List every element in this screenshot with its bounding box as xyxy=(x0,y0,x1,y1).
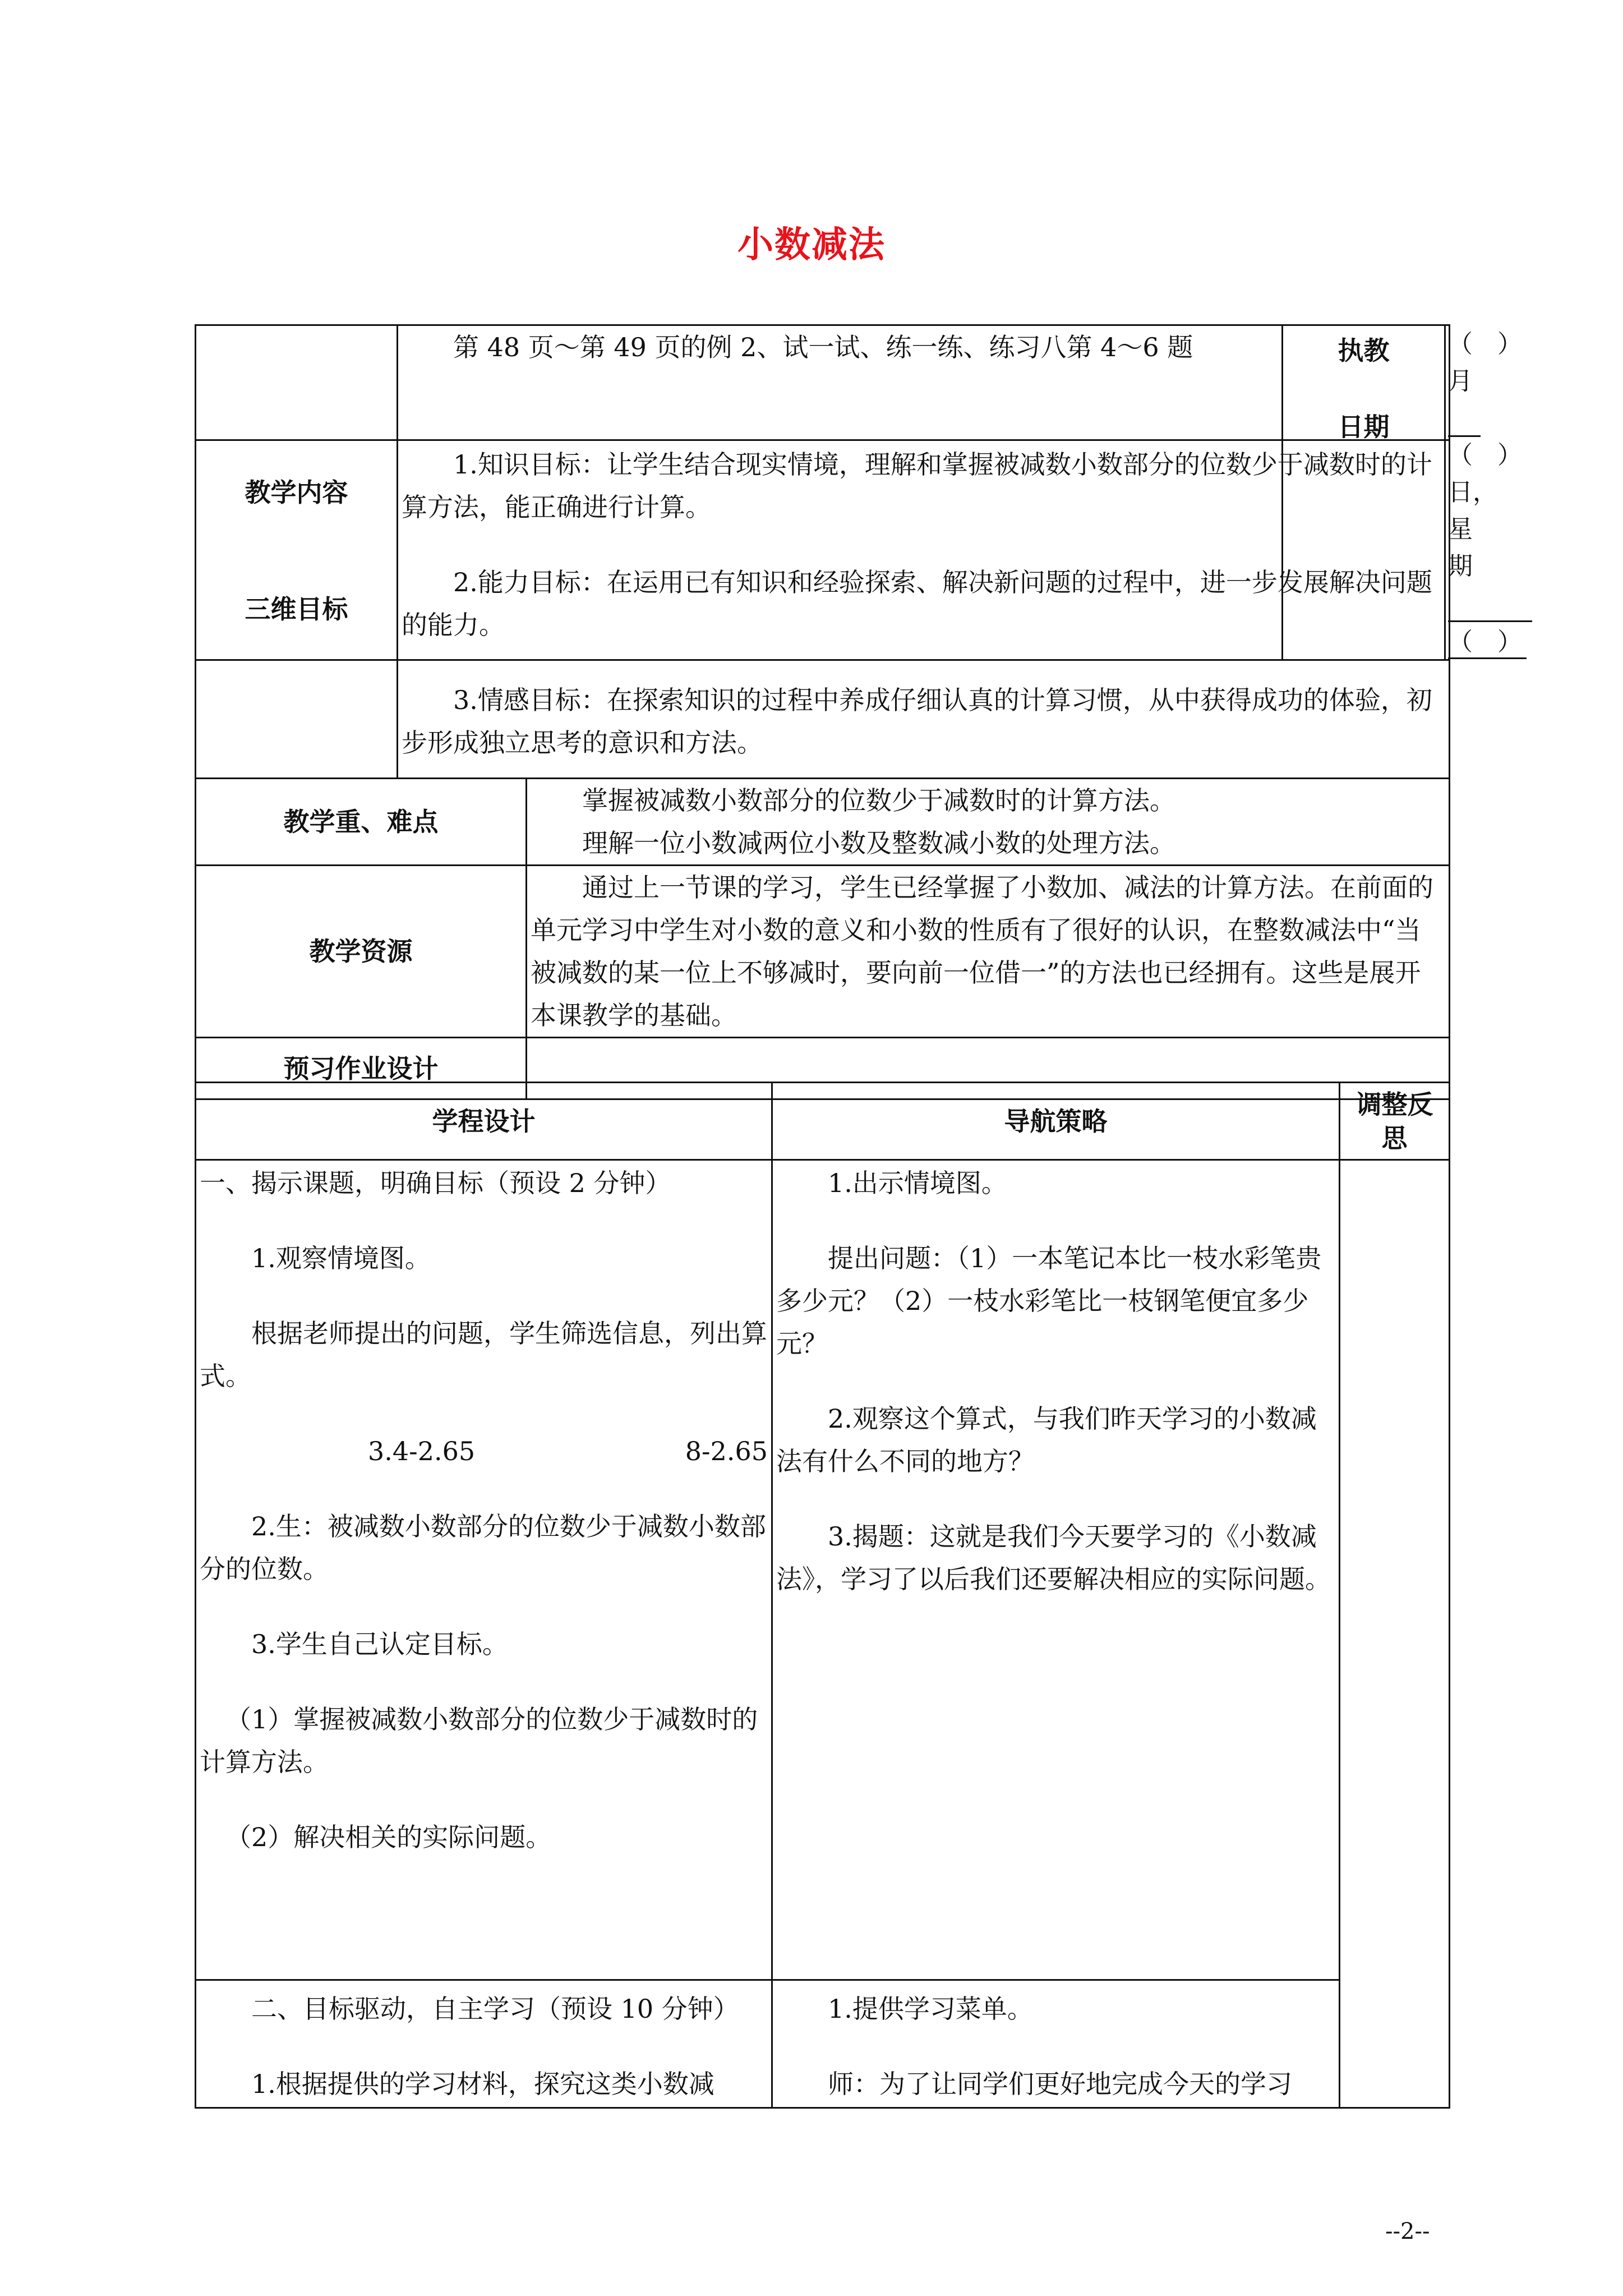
resources-cell xyxy=(527,866,1450,1038)
section2-p1: 1.根据提供的学习材料，探究这类小数减 xyxy=(251,2069,714,2099)
key-points-cell xyxy=(527,779,1450,866)
section1-p5: （1）掌握被减数小数部分的位数少于减数时的计算方法。 xyxy=(200,1704,758,1777)
resources-label: 教学资源 xyxy=(196,866,527,1038)
goal-knowledge: 1.知识目标：让学生结合现实情境，理解和掌握被减数小数部分的位数少于减数时的计算方法，能正确进行计算。 xyxy=(402,449,1432,522)
date-label: 日期 xyxy=(1338,412,1390,442)
page-title: 小数减法 xyxy=(737,224,886,266)
section1-p6: （2）解决相关的实际问题。 xyxy=(225,1822,552,1852)
section1-p4: 3.学生自己认定目标。 xyxy=(251,1629,508,1659)
key-point-1: 掌握被减数小数部分的位数少于减数时的计算方法。 xyxy=(582,785,1175,816)
goals-cell xyxy=(398,440,1450,779)
content-text: 第 48 页～第 49 页的例 2、试一试、练一练、练习八第 4～6 题 xyxy=(453,332,1193,362)
section2-heading: 二、目标驱动，自主学习（预设 10 分钟） xyxy=(251,1994,739,2024)
section1-strategy-cell xyxy=(772,1160,1340,1980)
col-strategy-header: 导航策略 xyxy=(772,1083,1340,1160)
section1-s4: 3.揭题：这就是我们今天要学习的《小数减法》，学习了以后我们还要解决相应的实际问题。 xyxy=(776,1521,1331,1594)
goals-label: 三维目标 xyxy=(196,440,398,779)
key-point-2: 理解一位小数减两位小数及整数减小数的处理方法。 xyxy=(582,828,1175,858)
section1-s3: 2.观察这个算式，与我们昨天学习的小数减法有什么不同的地方？ xyxy=(776,1404,1317,1476)
section1-s1: 1.出示情境图。 xyxy=(828,1168,1007,1198)
lesson-goals-table xyxy=(195,439,1450,1100)
formula-row xyxy=(200,1430,768,1473)
section1-p3: 2.生：被减数小数部分的位数少于减数小数部分的位数。 xyxy=(200,1511,766,1584)
section1-s2: 提出问题：（1）一本笔记本比一枝水彩笔贵多少元？（2）一枝水彩笔比一枝钢笔便宜多少元？ xyxy=(776,1243,1322,1359)
section2-strategy-cell xyxy=(772,1980,1340,2108)
col-learning-header: 学程设计 xyxy=(196,1083,772,1160)
weekday-field: （ ） xyxy=(1448,628,1523,656)
col-reflect-header: 调整反思 xyxy=(1340,1083,1450,1160)
goal-emotion: 3.情感目标：在探索知识的过程中养成仔细认真的计算习惯，从中获得成功的体验，初步形成独立思考的意识和方法。 xyxy=(402,685,1432,758)
month-field: （ ）月 xyxy=(1448,330,1523,395)
section1-p2: 根据老师提出的问题，学生筛选信息，列出算式。 xyxy=(200,1318,767,1391)
page-number: --2-- xyxy=(1385,2219,1430,2244)
weekday-label: 日，星期 xyxy=(1448,478,1498,581)
goal-ability: 2.能力目标：在运用已有知识和经验探索、解决新问题的过程中，进一步发展解决问题的能力。 xyxy=(402,567,1432,640)
section2-learning-cell xyxy=(196,1980,772,2108)
exec-label: 执教 xyxy=(1338,335,1390,366)
section1-learning-cell xyxy=(196,1160,772,1980)
day-field: （ ） xyxy=(1448,441,1523,470)
lesson-process-table xyxy=(195,1082,1450,2109)
section1-p1: 1.观察情境图。 xyxy=(251,1243,431,1273)
resources-text: 通过上一节课的学习，学生已经掌握了小数加、减法的计算方法。在前面的单元学习中学生对小数的意义和小数的性质有了很好的认识，在整数减法中“当被减数的某一位上不够减时，要向前一位借一”的方法也已经拥有。这些是展开本课教学的基础。 xyxy=(531,872,1433,1030)
content-label: 教学内容 xyxy=(196,325,398,660)
section2-s1: 1.提供学习菜单。 xyxy=(828,1994,1033,2024)
section2-s2: 师：为了让同学们更好地完成今天的学习 xyxy=(828,2069,1292,2099)
section1-heading: 一、揭示课题，明确目标（预设 2 分钟） xyxy=(200,1168,671,1198)
preview-label: 预习作业设计 xyxy=(196,1038,527,1099)
formula-2: 8-2.65 xyxy=(685,1436,768,1466)
reflect-cell xyxy=(1340,1160,1450,2108)
formula-1: 3.4-2.65 xyxy=(368,1436,476,1466)
key-points-label: 教学重、难点 xyxy=(196,779,527,866)
